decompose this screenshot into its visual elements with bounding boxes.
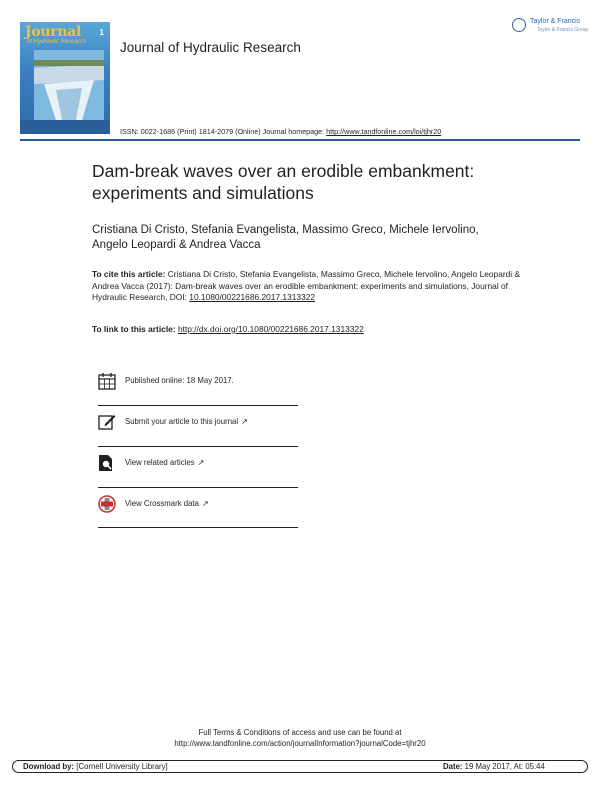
header-divider — [20, 139, 580, 141]
download-info-bar — [12, 760, 588, 773]
related-articles-text: View related articles — [125, 458, 195, 467]
published-online-row — [98, 372, 298, 402]
authors-line-1: Cristiana Di Cristo, Stefania Evangelista, Massimo Greco, Michele Iervolino, — [92, 224, 479, 236]
terms-line-1: Full Terms & Conditions of access and use can be found at — [198, 728, 402, 737]
submit-article-text: Submit your article to this journal — [125, 417, 239, 426]
issn-line — [120, 127, 441, 136]
terms-notice — [0, 727, 600, 749]
article-title-line-1: Dam-break waves over an erodible embankment: — [92, 161, 475, 181]
cover-title: Journal — [25, 24, 81, 40]
submit-article-link[interactable] — [98, 413, 298, 443]
cover-subtitle: of Hydraulic Research — [27, 39, 87, 45]
external-link-icon: ↗ — [241, 417, 248, 426]
edit-icon — [98, 413, 116, 431]
publisher-logo[interactable] — [512, 16, 592, 38]
calendar-icon — [98, 372, 116, 390]
citation-text: Cristiana Di Cristo, Stefania Evangelista, Massimo Greco, Michele Iervolino, Angelo Leopardi & Andrea Vacca (2017): Dam-break waves over an erodible embankment: experiments and simulations, Journal of Hydraulic Research, DOI: — [92, 269, 521, 302]
item-divider — [98, 487, 298, 488]
item-divider — [98, 446, 298, 447]
item-divider — [98, 405, 298, 406]
publisher-logo-icon — [512, 18, 526, 32]
citation-block — [92, 269, 522, 304]
article-authors — [92, 223, 562, 253]
journal-homepage-link[interactable]: http://www.tandfonline.com/loi/tjhr20 — [326, 127, 442, 136]
cover-number: 1 — [99, 28, 104, 37]
published-online-text: Published online: 18 May 2017. — [125, 376, 234, 385]
related-articles-link[interactable] — [98, 454, 298, 484]
cover-photo — [34, 50, 104, 120]
external-link-icon: ↗ — [197, 458, 205, 467]
journal-name: Journal of Hydraulic Research — [120, 40, 301, 55]
crossmark-link[interactable] — [98, 495, 298, 525]
crossmark-text: View Crossmark data — [125, 499, 199, 508]
article-link-block — [92, 324, 542, 334]
download-date-value: 19 May 2017, At: 05:44 — [462, 762, 545, 771]
related-articles-icon — [98, 454, 116, 472]
journal-cover-image — [20, 22, 110, 134]
article-link-label: To link to this article: — [92, 324, 178, 334]
article-title — [92, 160, 552, 204]
crossmark-icon — [98, 495, 116, 513]
download-date-label: Date: — [443, 762, 463, 771]
publisher-logo-subtext: Taylor & Francis Group — [537, 27, 589, 33]
authors-line-2: Angelo Leopardi & Andrea Vacca — [92, 239, 261, 251]
downloaded-by-label: Download by: — [23, 762, 75, 771]
publisher-logo-text: Taylor & Francis — [530, 18, 581, 25]
citation-doi-link[interactable]: 10.1080/00221686.2017.1313322 — [189, 292, 316, 302]
issn-text: ISSN: 0022-1686 (Print) 1814-2079 (Online) Journal homepage: — [120, 127, 327, 136]
citation-label: To cite this article: — [92, 269, 168, 279]
article-doi-url-link[interactable]: http://dx.doi.org/10.1080/00221686.2017.1313322 — [177, 324, 364, 334]
terms-url[interactable]: http://www.tandfonline.com/action/journalInformation?journalCode=tjhr20 — [174, 739, 426, 748]
item-divider — [98, 527, 298, 528]
external-link-icon: ↗ — [201, 499, 209, 508]
downloaded-by-value: [Cornell University Library] — [74, 762, 168, 771]
article-title-line-2: experiments and simulations — [92, 183, 314, 203]
cover-footer-band — [20, 120, 110, 134]
